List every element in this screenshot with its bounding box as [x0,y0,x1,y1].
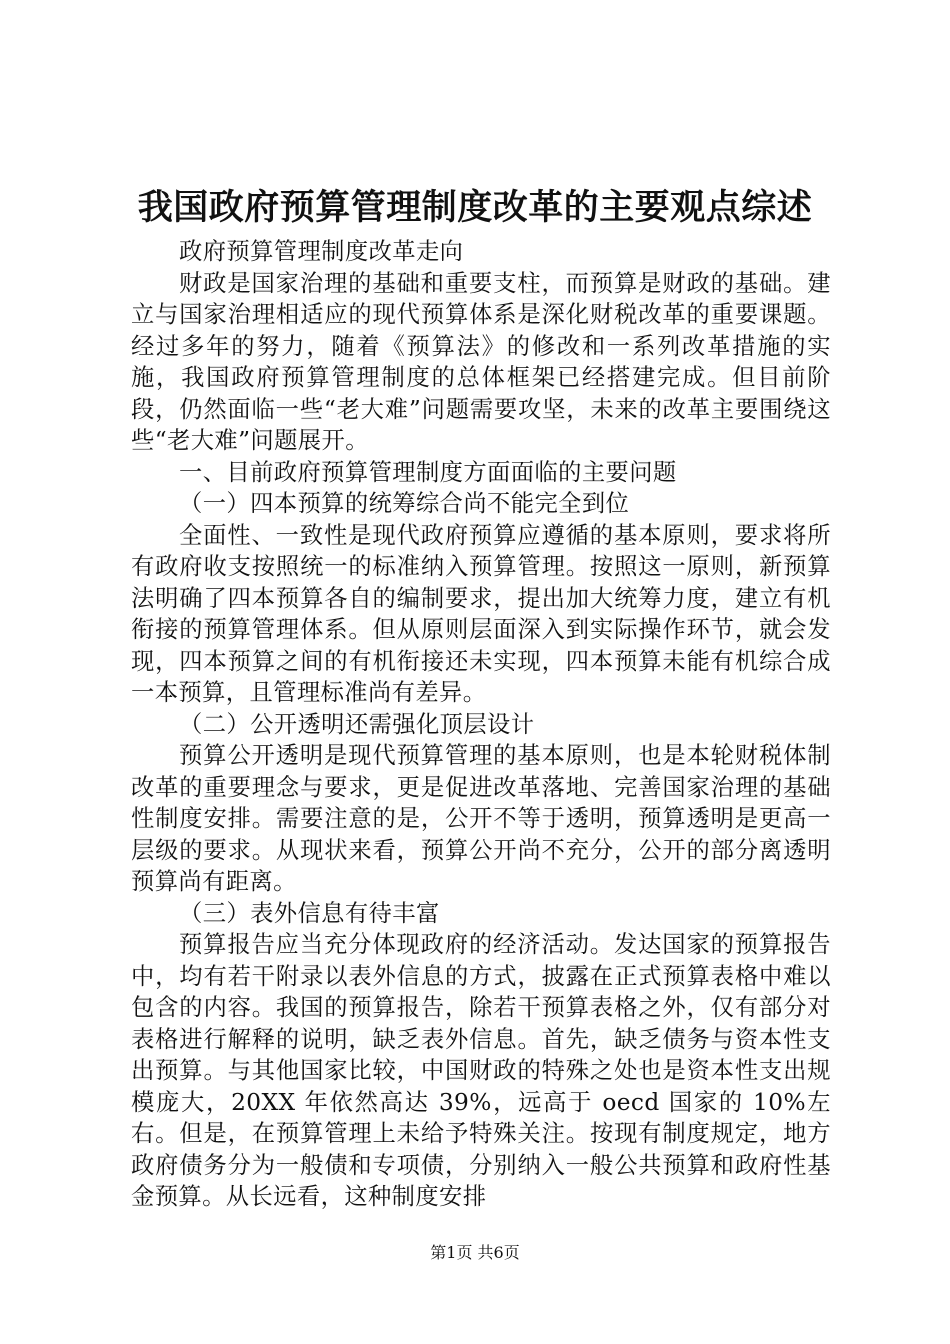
paragraph-3: 预算报告应当充分体现政府的经济活动。发达国家的预算报告中，均有若干附录以表外信息的方式，披露在正式预算表格中难以包含的内容。我国的预算报告，除若干预算表格之外，仅有部分对表格进行解释的说明，缺乏表外信息。首先，缺乏债务与资本性支出预算。与其他国家比较，中国财政的特殊之处也是资本性支出规模庞大，20XX 年依然高达 39%，远高于 oecd 国家的 10%左右。但是，在预算管理上未给予特殊关注。按现有制度规定，地方政府债务分为一般债和专项债，分别纳入一般公共预算和政府性基金预算。从长远看，这种制度安排 [131,931,831,1210]
page-footer: 第1页 共6页 [430,1243,520,1262]
heading-part-one: 一、目前政府预算管理制度方面面临的主要问题 [179,458,677,486]
paragraph-2: 预算公开透明是现代预算管理的基本原则，也是本轮财税体制改革的重要理念与要求，更是促进改革落地、完善国家治理的基础性制度安排。需要注意的是，公开不等于透明，预算透明是更高一层级的要求。从现状来看，预算公开尚不充分，公开的部分离透明预算尚有距离。 [131,742,831,895]
paragraph-section-heading: 政府预算管理制度改革走向 [179,238,464,265]
subheading-3: （三）表外信息有待丰富 [179,899,440,927]
paragraph-intro: 财政是国家治理的基础和重要支柱，而预算是财政的基础。建立与国家治理相适应的现代预算体系是深化财税改革的重要课题。经过多年的努力，随着《预算法》的修改和一系列改革措施的实施，我国政府预算管理制度的总体框架已经搭建完成。但目前阶段，仍然面临一些“老大难”问题需要攻坚，未来的改革主要围绕这些“老大难”问题展开。 [131,269,831,454]
subheading-2: （二）公开透明还需强化顶层设计 [179,710,535,738]
paragraph-1: 全面性、一致性是现代政府预算应遵循的基本原则，要求将所有政府收支按照统一的标准纳入预算管理。按照这一原则，新预算法明确了四本预算各自的编制要求，提出加大统筹力度，建立有机衔接的预算管理体系。但从原则层面深入到实际操作环节，就会发现，四本预算之间的有机衔接还未实现，四本预算未能有机综合成一本预算，且管理标准尚有差异。 [131,521,831,706]
document-body [131,236,831,1213]
document-title: 我国政府预算管理制度改革的主要观点综述 [137,187,813,228]
subheading-1: （一）四本预算的统筹综合尚不能完全到位 [179,490,630,517]
